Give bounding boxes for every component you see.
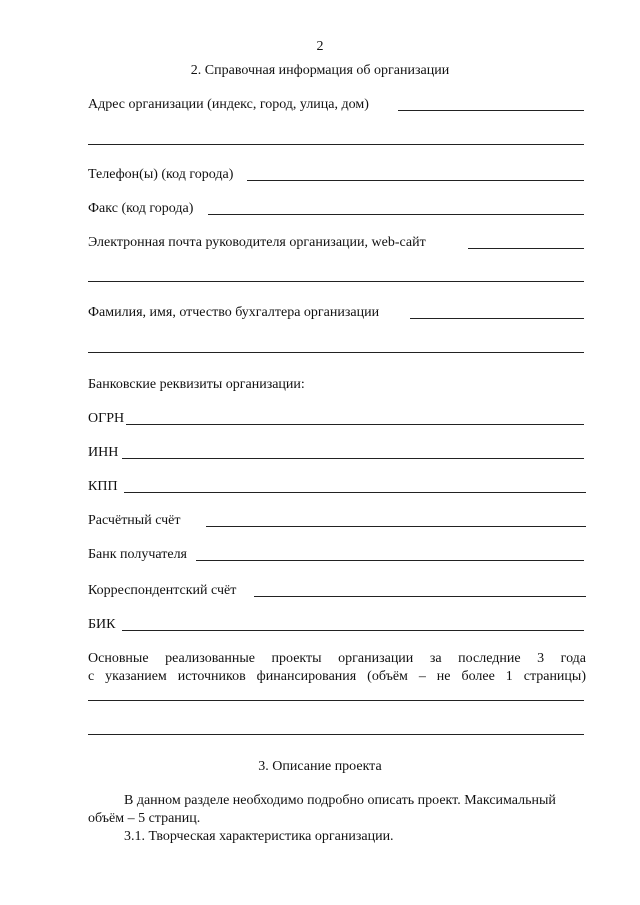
settlement-account-label: Расчётный счёт — [88, 513, 181, 528]
address-input-line[interactable] — [398, 110, 584, 111]
email-website-input-line-2[interactable] — [88, 281, 584, 282]
settlement-account-input-line[interactable] — [206, 526, 586, 527]
accountant-label: Фамилия, имя, отчество бухгалтера организации — [88, 305, 380, 320]
kpp-label: КПП — [88, 479, 118, 494]
ogrn-label: ОГРН — [88, 411, 125, 426]
section3-title: 3. Описание проекта — [258, 759, 382, 774]
accountant-input-line[interactable] — [410, 318, 584, 319]
email-website-label: Электронная почта руководителя организации, web-сайт — [88, 235, 426, 250]
correspondent-account-label: Корреспондентский счёт — [88, 583, 237, 598]
inn-label: ИНН — [88, 445, 119, 460]
projects-text-line-1: Основные реализованные проекты организации за последние 3 года — [88, 651, 586, 666]
phone-input-line[interactable] — [247, 180, 584, 181]
address-input-line-2[interactable] — [88, 144, 584, 145]
bik-label: БИК — [88, 617, 116, 632]
bik-input-line[interactable] — [122, 630, 584, 631]
section3-text-line-1: В данном разделе необходимо подробно описать проект. Максимальный — [124, 793, 556, 808]
recipient-bank-input-line[interactable] — [196, 560, 584, 561]
projects-input-line[interactable] — [88, 700, 584, 701]
projects-text-line-2: с указанием источников финансирования (объём – не более 1 страницы) — [88, 669, 586, 684]
section2-title: 2. Справочная информация об организации — [190, 63, 450, 78]
phone-label: Телефон(ы) (код города) — [88, 167, 234, 182]
section3-text-line-2: объём – 5 страниц. — [88, 811, 201, 826]
fax-label: Факс (код города) — [88, 201, 194, 216]
subsection-3-1-heading: 3.1. Творческая характеристика организации. — [124, 829, 394, 844]
correspondent-account-input-line[interactable] — [254, 596, 586, 597]
fax-input-line[interactable] — [208, 214, 584, 215]
inn-input-line[interactable] — [122, 458, 584, 459]
address-label: Адрес организации (индекс, город, улица, дом) — [88, 97, 369, 112]
email-website-input-line[interactable] — [468, 248, 584, 249]
bank-details-heading: Банковские реквизиты организации: — [88, 377, 305, 392]
recipient-bank-label: Банк получателя — [88, 547, 187, 562]
projects-input-line-2[interactable] — [88, 734, 584, 735]
page-number: 2 — [316, 39, 324, 54]
ogrn-input-line[interactable] — [126, 424, 584, 425]
kpp-input-line[interactable] — [124, 492, 586, 493]
accountant-input-line-2[interactable] — [88, 352, 584, 353]
